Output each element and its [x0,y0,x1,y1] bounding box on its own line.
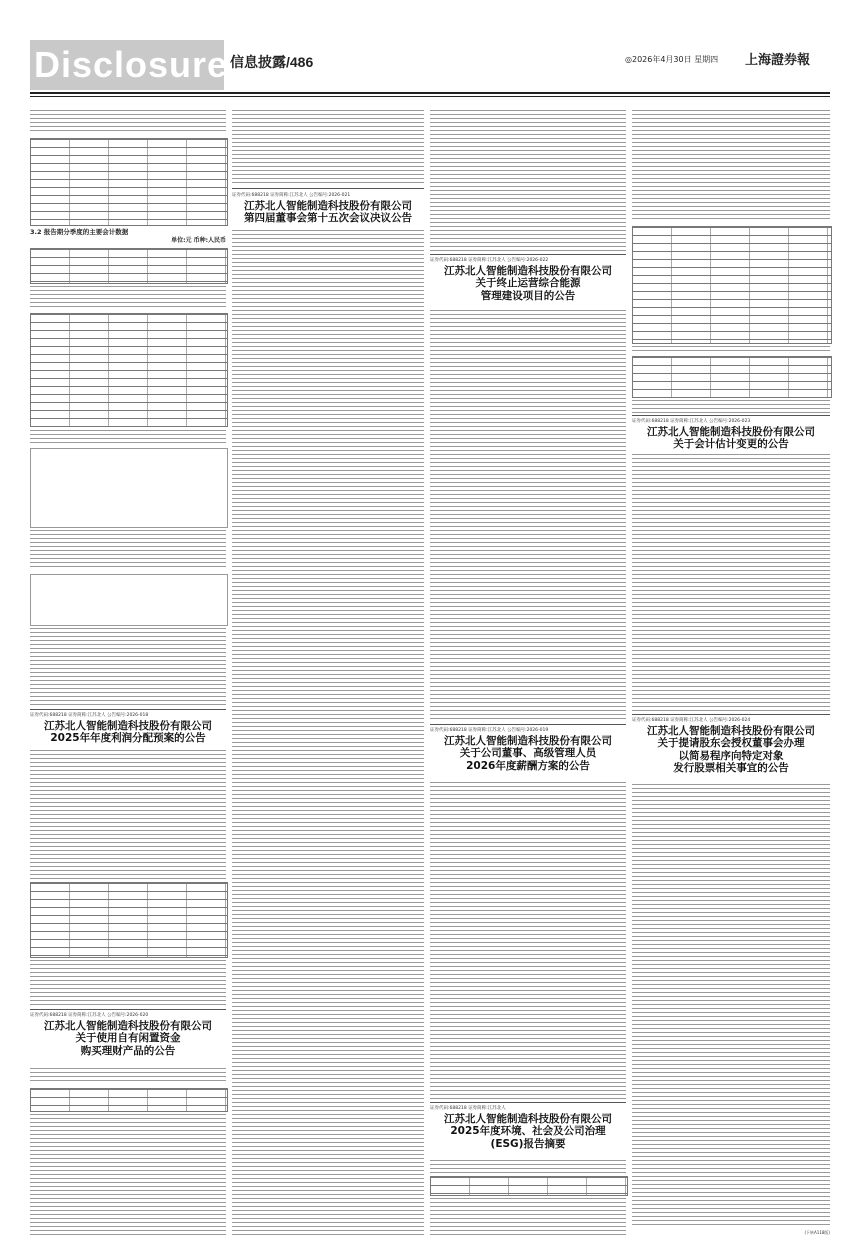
article-body [632,346,830,352]
article-separator [232,188,424,189]
article-title: 江苏北人智能制造科技股份有限公司 关于终止运营综合能源 管理建设项目的公告 [444,265,612,302]
article-body [30,960,226,1008]
article-title: 江苏北人智能制造科技股份有限公司 关于公司董事、高级管理人员 2026年度薪酬方案的公告 [444,735,612,772]
article-body [232,110,424,186]
article-code: 证券代码:688218 证券简称:江苏北人 公告编号:2026-022 [430,258,549,263]
data-table [30,138,228,226]
chart-box [30,574,228,626]
text-block [30,628,226,708]
column-1 [30,108,226,1238]
column-2 [232,108,424,1238]
article-separator [430,1102,626,1103]
text-block [30,286,226,310]
article-body [30,1114,226,1236]
article-code: 证券代码:688218 证券简称:江苏北人 公告编号:2026-020 [30,1013,149,1018]
article-separator [430,254,626,255]
article-body [632,784,830,1228]
continuation-note: (下转A118版) [804,1230,830,1235]
article-title: 江苏北人智能制造科技股份有限公司 第四届董事会第十五次会议决议公告 [244,200,412,225]
article-separator [30,1009,226,1010]
article-body [632,400,830,414]
article-separator [430,724,626,725]
data-table [30,1088,228,1112]
data-table [632,226,832,344]
article-body [30,750,226,880]
article-body [632,454,830,712]
issue-date: ◎2026年4月30日 星期四 [625,55,719,64]
article-code: 证券代码:688218 证券简称:江苏北人 公告编号:2026-018 [30,713,149,718]
article-body [430,310,626,722]
header-rule [30,92,830,94]
subsection-title: 3.2 报告期分季度的主要会计数据 [30,228,129,236]
article-separator [30,709,226,710]
article-code: 证券代码:688218 证券简称:江苏北人 公告编号:2026-024 [632,718,751,723]
text-block [30,430,226,444]
article-body [430,110,626,252]
data-table [430,1176,628,1196]
article-body [30,1068,226,1084]
article-title: 江苏北人智能制造科技股份有限公司 关于提请股东会授权董事会办理 以简易程序向特定对象 发行股票相关事宜的公告 [647,725,815,775]
article-title: 江苏北人智能制造科技股份有限公司 2025年度环境、社会及公司治理 (ESG)报告摘要 [444,1113,612,1150]
section-title: 信息披露/486 [230,54,314,70]
article-code: 证券代码:688218 证券简称:江苏北人 公告编号:2026-019 [430,728,549,733]
article-separator [632,415,830,416]
unit-label: 单位:元 币种:人民币 [171,237,226,244]
article-code: 证券代码:688218 证券简称:江苏北人 公告编号:2026-021 [232,193,351,198]
page-header [0,40,857,90]
article-title: 江苏北人智能制造科技股份有限公司 2025年年度利润分配预案的公告 [44,720,212,745]
quarterly-table [30,248,228,284]
article-body [430,1160,626,1174]
disclosure-logo: Disclosure [30,40,224,90]
article-code: 证券代码:688218 证券简称:江苏北人 [430,1106,506,1111]
newspaper-brand: 上海證券報 [745,53,811,68]
article-body [232,230,424,1236]
shareholder-table [30,313,228,427]
column-4 [632,108,830,1238]
text-block [30,530,226,570]
article-title: 江苏北人智能制造科技股份有限公司 关于使用自有闲置资金 购买理财产品的公告 [44,1020,212,1057]
article-title: 江苏北人智能制造科技股份有限公司 关于会计估计变更的公告 [647,426,815,451]
article-body [632,110,830,222]
article-separator [632,714,830,715]
text-block [30,110,226,134]
column-3 [430,108,626,1238]
article-code: 证券代码:688218 证券简称:江苏北人 公告编号:2026-023 [632,419,751,424]
header-rule-thin [30,96,830,97]
data-table [30,882,228,958]
chart-box [30,448,228,528]
article-body [430,1198,626,1236]
article-body [430,782,626,1100]
data-table [632,356,832,398]
